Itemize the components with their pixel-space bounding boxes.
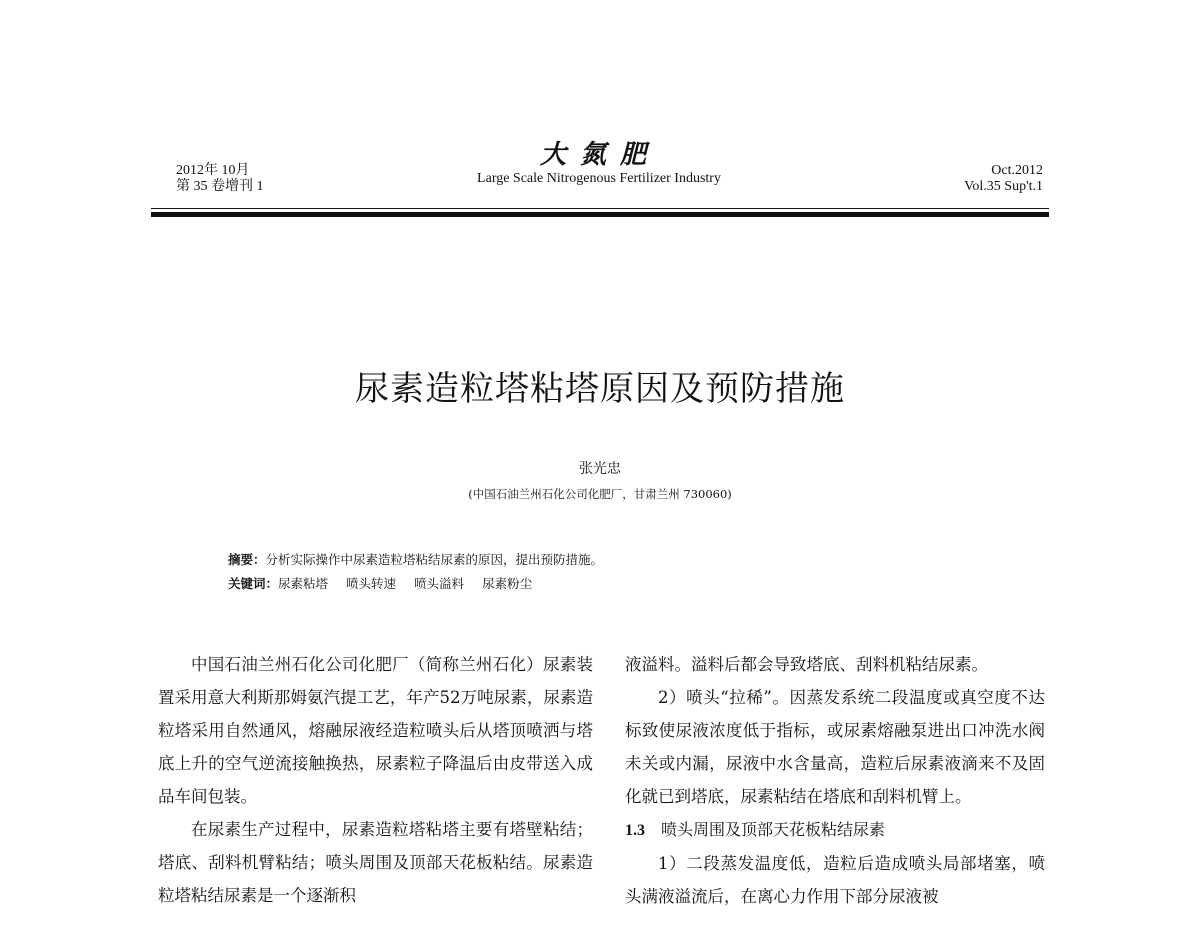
- article-title: 尿素造粒塔粘塔原因及预防措施: [355, 369, 845, 409]
- body-paragraph: 2）喷头“拉稀”。因蒸发系统二段温度或真空度不达标致使尿液浓度低于指标，或尿素熔融泵进出口冲洗水阀未关或内漏，尿液中水含量高，造粒后尿素液滴来不及固化就已到塔底，尿素粘结在塔底和刮料机臂上。: [625, 688, 1045, 806]
- issue-date-en: Oct.2012: [991, 163, 1043, 178]
- body-paragraph: 1）二段蒸发温度低，造粒后造成喷头局部堵塞，喷头满液溢流后，在离心力作用下部分尿液被: [625, 854, 1045, 906]
- journal-name-en: Large Scale Nitrogenous Fertilizer Industry: [477, 171, 721, 186]
- section-number: 1.3: [625, 822, 645, 839]
- issue-volume-en: Vol.35 Sup't.1: [964, 179, 1043, 194]
- article-author: 张光忠: [579, 461, 621, 477]
- body-paragraph: 液溢料。溢料后都会导致塔底、刮料机粘结尿素。: [625, 655, 988, 674]
- keywords-label: 关键词：: [228, 576, 279, 591]
- body-paragraph: 在尿素生产过程中，尿素造粒塔粘塔主要有塔壁粘结；塔底、刮料机臂粘结；喷头周围及顶部天花板粘结。尿素造粒塔粘结尿素是一个逐渐积: [158, 820, 593, 905]
- header-rule-thin: [151, 208, 1049, 209]
- section-title: 喷头周围及顶部天花板粘结尿素: [661, 820, 886, 839]
- header-rule-thick: [151, 212, 1049, 217]
- issue-volume: 第 35 卷增刊 1: [176, 179, 264, 194]
- abstract: [228, 548, 603, 572]
- body-paragraph: 中国石油兰州石化公司化肥厂（简称兰州石化）尿素装置采用意大利斯那姆氨汽提工艺，年产52万吨尿素，尿素造粒塔采用自然通风，熔融尿液经造粒喷头后从塔顶喷洒与塔底上升的空气逆流接触换热，尿素粒子降温后由皮带送入成品车间包装。: [158, 655, 593, 806]
- keyword: 尿素粘塔: [278, 576, 329, 591]
- keyword: 喷头溢料: [414, 576, 465, 591]
- keywords: [228, 572, 603, 596]
- abstract-label: 摘要：: [228, 552, 266, 567]
- journal-logo-cn: 大氮肥: [539, 140, 660, 170]
- keyword: 喷头转速: [346, 576, 397, 591]
- issue-info-en: [964, 163, 1043, 195]
- keyword: 尿素粉尘: [482, 576, 533, 591]
- issue-date: 2012年 10月: [176, 163, 250, 178]
- author-affiliation: (中国石油兰州石化公司化肥厂，甘肃兰州 730060): [468, 487, 732, 501]
- abstract-block: [228, 548, 603, 596]
- body-column-left: [158, 648, 593, 912]
- section-heading: [625, 813, 1045, 847]
- abstract-text: 分析实际操作中尿素造粒塔粘结尿素的原因，提出预防措施。: [265, 552, 604, 567]
- body-column-right: [625, 648, 1045, 913]
